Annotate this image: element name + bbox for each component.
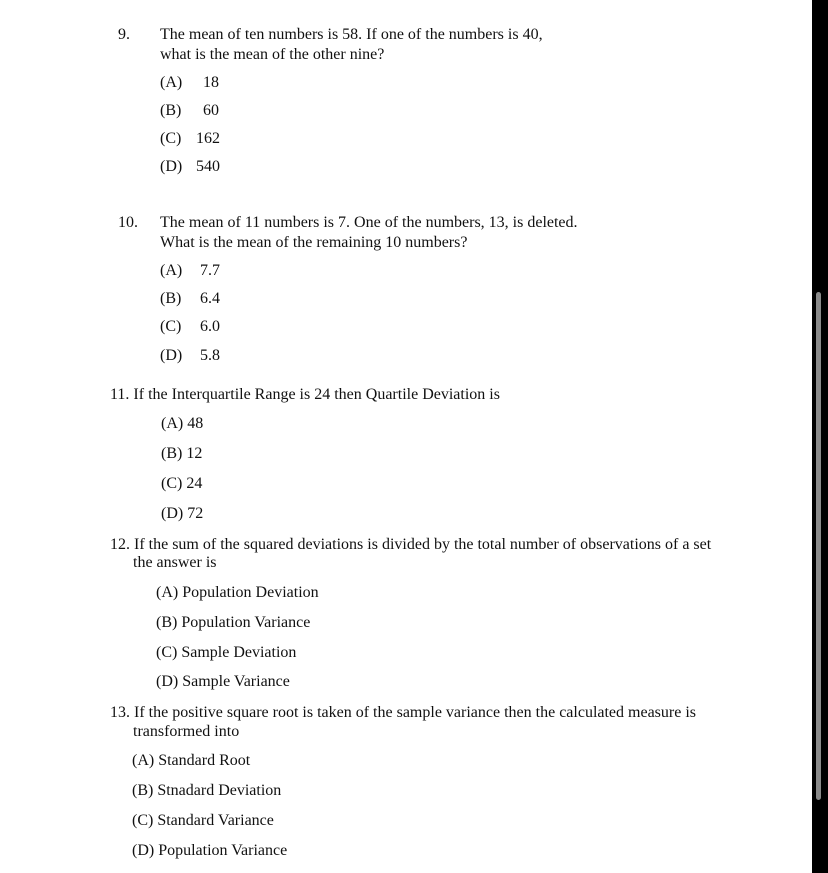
question-text-line: The mean of ten numbers is 58. If one of the numbers is 40,: [160, 26, 543, 43]
option-line: (D) 72: [161, 505, 204, 522]
option-line: (C) 24: [161, 475, 203, 492]
question-text-line: transformed into: [133, 723, 240, 740]
question-text-line: the answer is: [133, 554, 217, 571]
question-text-line: what is the mean of the other nine?: [160, 46, 385, 63]
option-text: 60: [203, 102, 219, 119]
question-number: 10.: [118, 214, 138, 231]
option-line: (A) Population Deviation: [156, 584, 319, 601]
option-letter: (C): [160, 318, 182, 335]
question-number: 9.: [118, 26, 130, 43]
option-text: 18: [203, 74, 219, 91]
option-line: (C) Standard Variance: [132, 812, 274, 829]
question-text-line: What is the mean of the remaining 10 numbers?: [160, 234, 468, 251]
question-text-line: The mean of 11 numbers is 7. One of the numbers, 13, is deleted.: [160, 214, 578, 231]
option-line: (A) Standard Root: [132, 752, 251, 769]
option-letter: (B): [160, 102, 182, 119]
option-line: (D) Population Variance: [132, 842, 288, 859]
option-letter: (C): [160, 130, 182, 147]
option-letter: (A): [160, 262, 183, 279]
question-text-line: 13. If the positive square root is taken of the sample variance then the calculated measure is: [110, 704, 697, 721]
option-letter: (A): [160, 74, 183, 91]
option-line: (A) 48: [161, 415, 204, 432]
option-letter: (D): [160, 347, 183, 364]
option-line: (B) Stnadard Deviation: [132, 782, 282, 799]
question-text-line: 11. If the Interquartile Range is 24 then Quartile Deviation is: [110, 386, 500, 403]
option-text: 162: [196, 130, 220, 147]
option-text: 6.4: [200, 290, 220, 307]
option-text: 7.7: [200, 262, 220, 279]
option-line: (B) 12: [161, 445, 203, 462]
option-text: 5.8: [200, 347, 220, 364]
option-line: (D) Sample Variance: [156, 673, 290, 690]
option-letter: (D): [160, 158, 183, 175]
vertical-scrollbar[interactable]: [816, 292, 821, 800]
option-text: 6.0: [200, 318, 220, 335]
question-text-line: 12. If the sum of the squared deviations is divided by the total number of observations of a set: [110, 536, 712, 553]
option-text: 540: [196, 158, 220, 175]
option-line: (B) Population Variance: [156, 614, 311, 631]
option-letter: (B): [160, 290, 182, 307]
option-line: (C) Sample Deviation: [156, 644, 297, 661]
